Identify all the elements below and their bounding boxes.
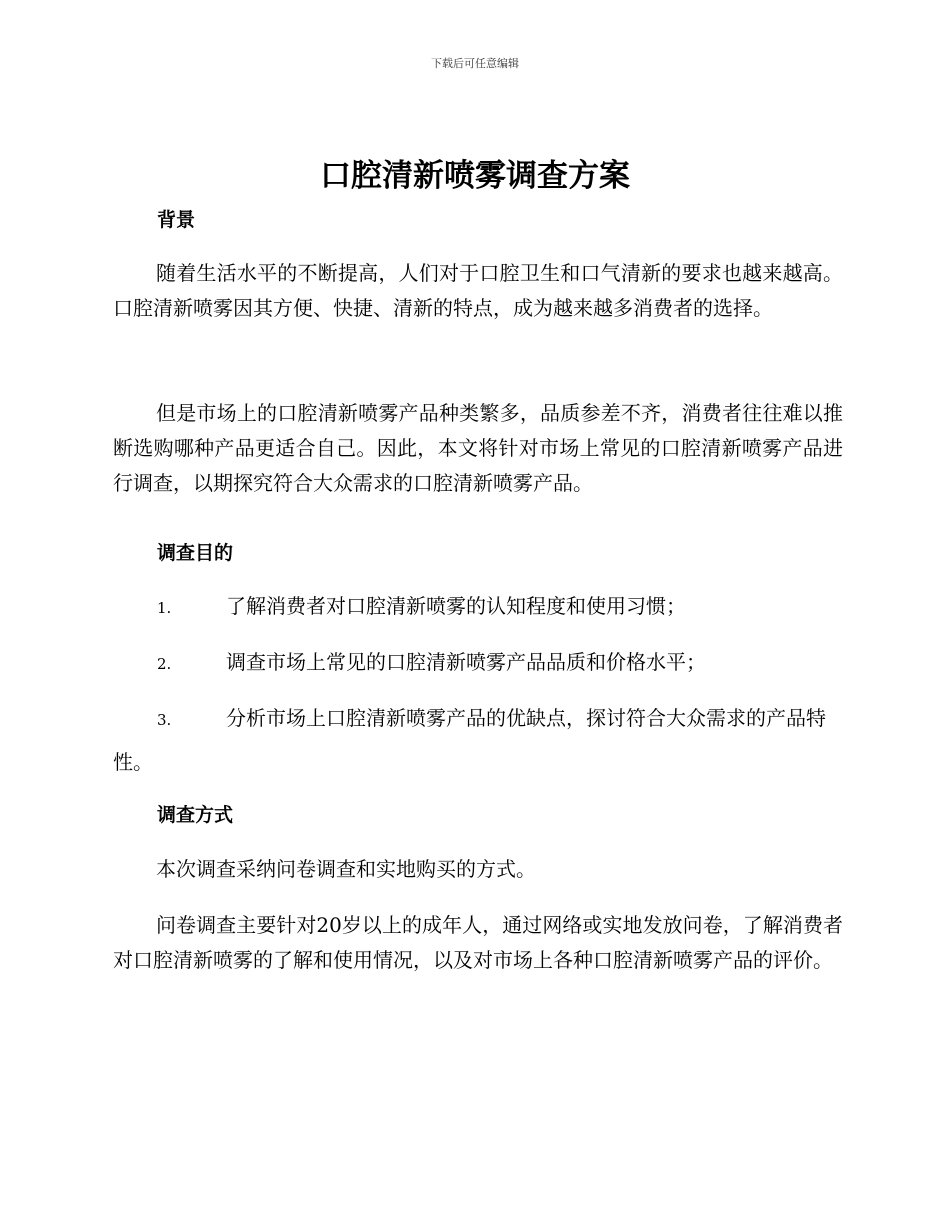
list-item-text: 了解消费者对口腔清新喷雾的认知程度和使用习惯； bbox=[226, 594, 686, 618]
section-heading-background: 背景 bbox=[157, 209, 196, 231]
method-paragraph-2: 问卷调查主要针对20岁以上的成年人，通过网络或实地发放问卷，了解消费者对口腔清新喷雾的了解和使用情况，以及对市场上各种口腔清新喷雾产品的评价。 bbox=[113, 913, 843, 972]
purpose-list-item bbox=[113, 641, 843, 685]
list-item-text: 调查市场上常见的口腔清新喷雾产品品质和价格水平； bbox=[226, 650, 706, 674]
purpose-list-item bbox=[113, 697, 843, 783]
document-title: 口腔清新喷雾调查方案 bbox=[320, 158, 630, 194]
list-item-text: 分析市场上口腔清新喷雾产品的优缺点，探讨符合大众需求的产品特性。 bbox=[113, 706, 826, 774]
list-number: 3. bbox=[157, 711, 172, 729]
purpose-list-item bbox=[113, 585, 843, 629]
list-number: 1. bbox=[157, 599, 172, 617]
background-paragraph-2: 但是市场上的口腔清新喷雾产品种类繁多，品质参差不齐，消费者往往难以推断选购哪种产品更适合自己。因此，本文将针对市场上常见的口腔清新喷雾产品进行调查，以期探究符合大众需求的口腔清新喷雾产品。 bbox=[113, 401, 843, 495]
list-number: 2. bbox=[157, 655, 172, 673]
background-paragraph-1: 随着生活水平的不断提高，人们对于口腔卫生和口气清新的要求也越来越高。口腔清新喷雾因其方便、快捷、清新的特点，成为越来越多消费者的选择。 bbox=[113, 261, 843, 320]
section-heading-method: 调查方式 bbox=[157, 804, 234, 826]
method-paragraph-1: 本次调查采纳问卷调查和实地购买的方式。 bbox=[156, 857, 536, 881]
page-header-note: 下载后可任意编辑 bbox=[431, 57, 519, 70]
section-heading-purpose: 调查目的 bbox=[157, 542, 234, 564]
